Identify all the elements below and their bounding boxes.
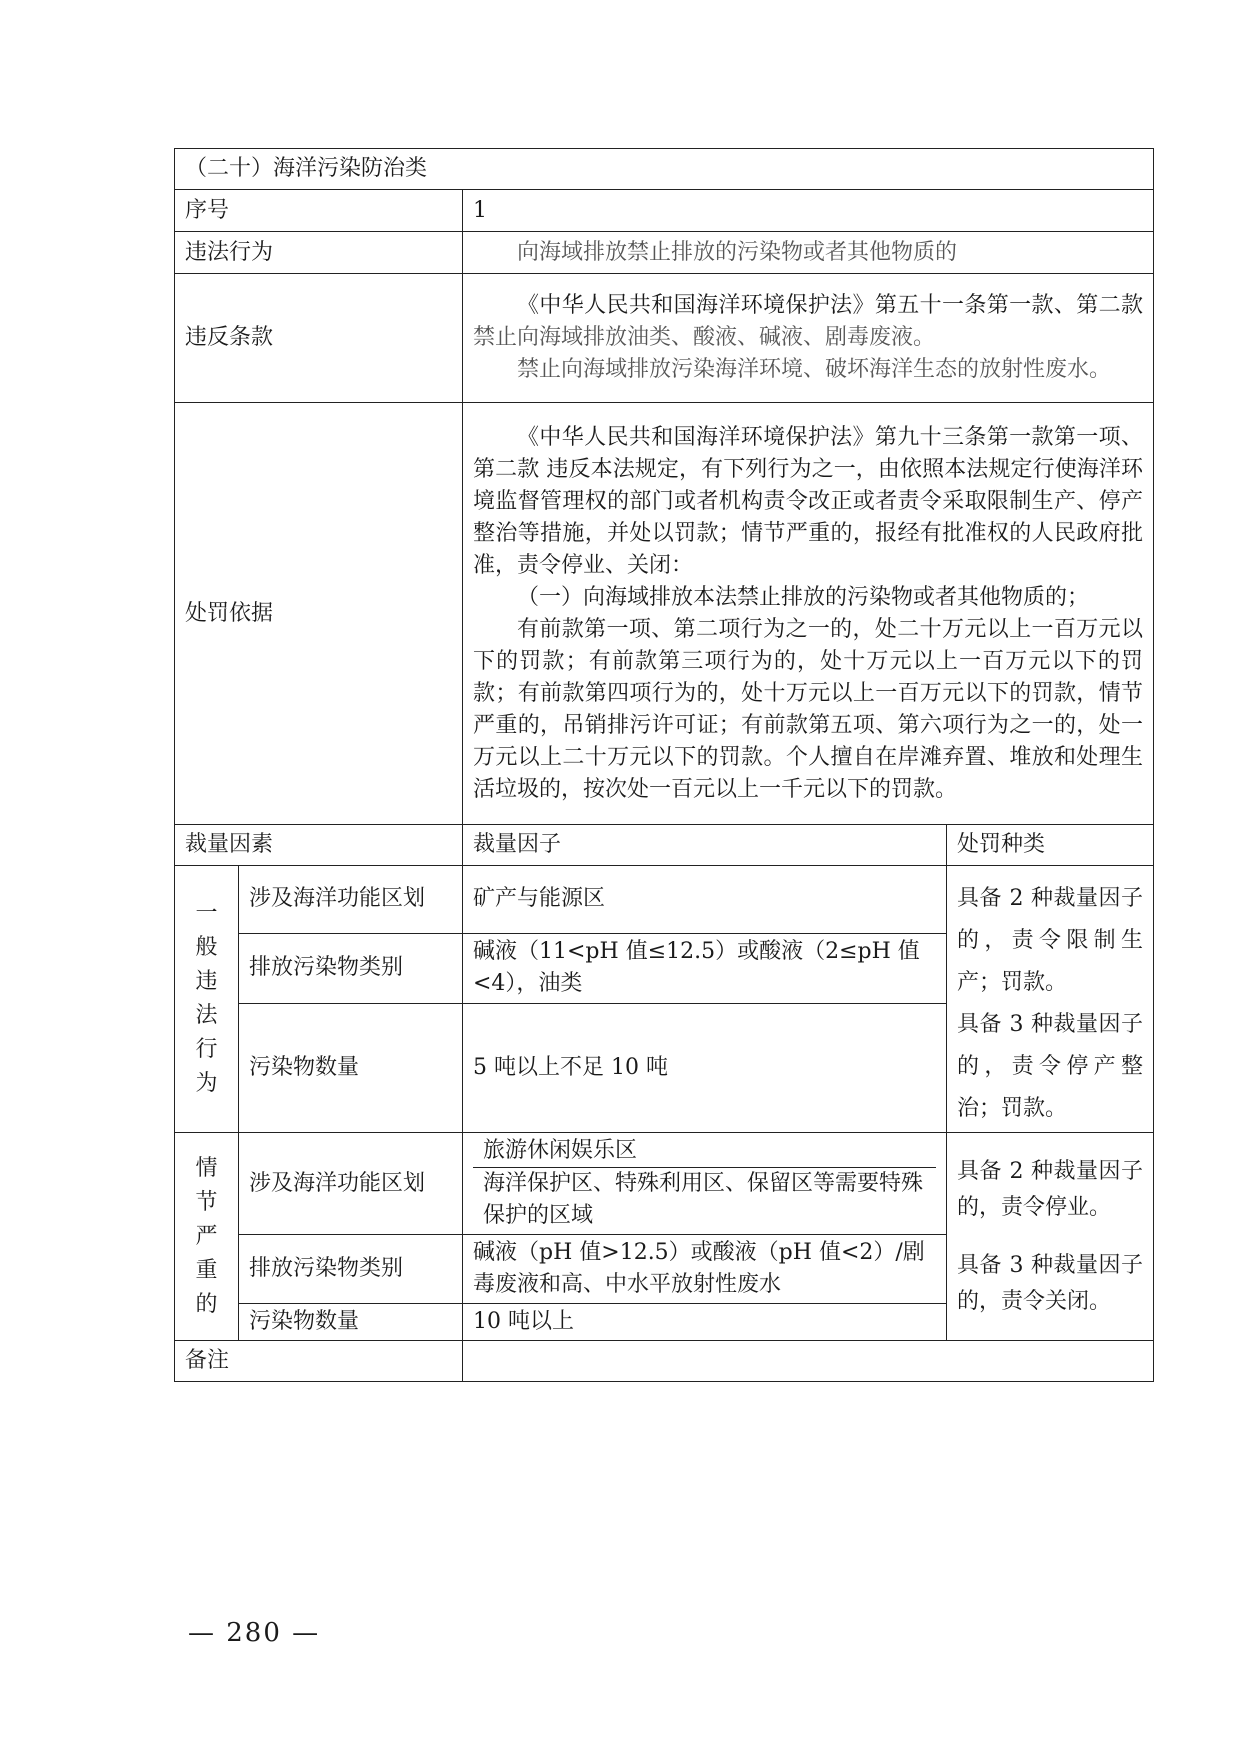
- penalty-basis-label: 处罚依据: [175, 403, 463, 825]
- remarks-value: [463, 1341, 1154, 1382]
- serious-row-1: [175, 1133, 1154, 1235]
- page-number: — 280 —: [188, 1618, 321, 1648]
- provision-label: 违反条款: [175, 274, 463, 403]
- section-title-row: [175, 149, 1154, 190]
- penalty-basis-paragraph: 有前款第一项、第二项行为之一的，处二十万元以上一百万元以下的罚款；有前款第三项行为的，处十万元以上一百万元以下的罚款；有前款第四项行为的，处十万元以上一百万元以下的罚款，情节严重的，吊销排污许可证；有前款第五项、第六项行为之一的，处一万元以上二十万元以下的罚款。个人擅自在岸滩弃置、堆放和处理生活垃圾的，按次处一百元以上一千元以下的罚款。: [473, 616, 1144, 802]
- factor-detail: [463, 1133, 947, 1235]
- remarks-label: 备注: [175, 1341, 463, 1382]
- general-violation-label: 一 般 违 法 行 为: [175, 866, 239, 1133]
- serial-value: 1: [463, 190, 1154, 232]
- provision-row: [175, 274, 1154, 403]
- factor-detail: 10 吨以上: [463, 1304, 947, 1341]
- factor-name: 涉及海洋功能区划: [239, 1133, 463, 1235]
- factor-name: 涉及海洋功能区划: [239, 866, 463, 934]
- factor-detail-option: 海洋保护区、特殊利用区、保留区等需要特殊保护的区域: [473, 1167, 936, 1232]
- discretion-factor-header: 裁量因素: [175, 825, 463, 866]
- factor-name: 污染物数量: [239, 1004, 463, 1133]
- section-title: （二十）海洋污染防治类: [175, 149, 1154, 190]
- serious-violation-label: 情 节 严 重 的: [175, 1133, 239, 1341]
- factor-detail-option: 旅游休闲娱乐区: [483, 1138, 638, 1163]
- violation-row: [175, 232, 1154, 274]
- general-penalty-type: [947, 866, 1154, 1133]
- factor-name: 排放污染物类别: [239, 1235, 463, 1304]
- penalty-type-header: 处罚种类: [947, 825, 1154, 866]
- remarks-row: [175, 1341, 1154, 1382]
- general-row-1: [175, 866, 1154, 934]
- provision-text-2: 禁止向海域排放污染海洋环境、破坏海洋生态的放射性废水。: [517, 357, 1112, 382]
- factor-detail: 碱液（pH 值>12.5）或酸液（pH 值<2）/剧毒废液和高、中水平放射性废水: [463, 1235, 947, 1304]
- penalty-type-line: 具备 3 种裁量因子的，责令停产整治；罚款。: [957, 1012, 1144, 1121]
- penalty-basis-paragraph: （一）向海域排放本法禁止排放的污染物或者其他物质的；: [517, 584, 1090, 610]
- penalty-type-line: 具备 3 种裁量因子的，责令关闭。: [957, 1252, 1144, 1314]
- factor-detail: 5 吨以上不足 10 吨: [463, 1004, 947, 1133]
- factor-detail: 矿产与能源区: [463, 866, 947, 934]
- discretion-header-row: [175, 825, 1154, 866]
- serious-penalty-type: [947, 1133, 1154, 1341]
- factor-name: 排放污染物类别: [239, 933, 463, 1004]
- discretion-detail-header: 裁量因子: [463, 825, 947, 866]
- violation-value: 向海域排放禁止排放的污染物或者其他物质的: [517, 239, 958, 265]
- violation-label: 违法行为: [175, 232, 463, 274]
- penalty-type-line: 具备 2 种裁量因子的，责令限制生产；罚款。: [957, 886, 1144, 995]
- serial-row: [175, 190, 1154, 232]
- provision-text-1: 禁止向海域排放油类、酸液、碱液、剧毒废液。: [473, 325, 936, 350]
- factor-name: 污染物数量: [239, 1304, 463, 1341]
- enforcement-table: [174, 148, 1154, 1382]
- penalty-basis-paragraph: 《中华人民共和国海洋环境保护法》第九十三条第一款第一项、第二款 违反本法规定，有下列行为之一，由依照本法规定行使海洋环境监督管理权的部门或者机构责令改正或者责令采取限制生产、停产整治等措施，并处以罚款；情节严重的，报经有批准权的人民政府批准，责令停业、关闭：: [473, 424, 1144, 578]
- penalty-type-line: 具备 2 种裁量因子的，责令停业。: [957, 1158, 1144, 1220]
- factor-detail: 碱液（11<pH 值≤12.5）或酸液（2≤pH 值<4），油类: [463, 933, 947, 1004]
- serial-label: 序号: [175, 190, 463, 232]
- provision-citation: 《中华人民共和国海洋环境保护法》第五十一条第一款、第二款: [517, 293, 1144, 318]
- provision-paragraph: [473, 290, 1143, 354]
- penalty-basis-row: [175, 403, 1154, 825]
